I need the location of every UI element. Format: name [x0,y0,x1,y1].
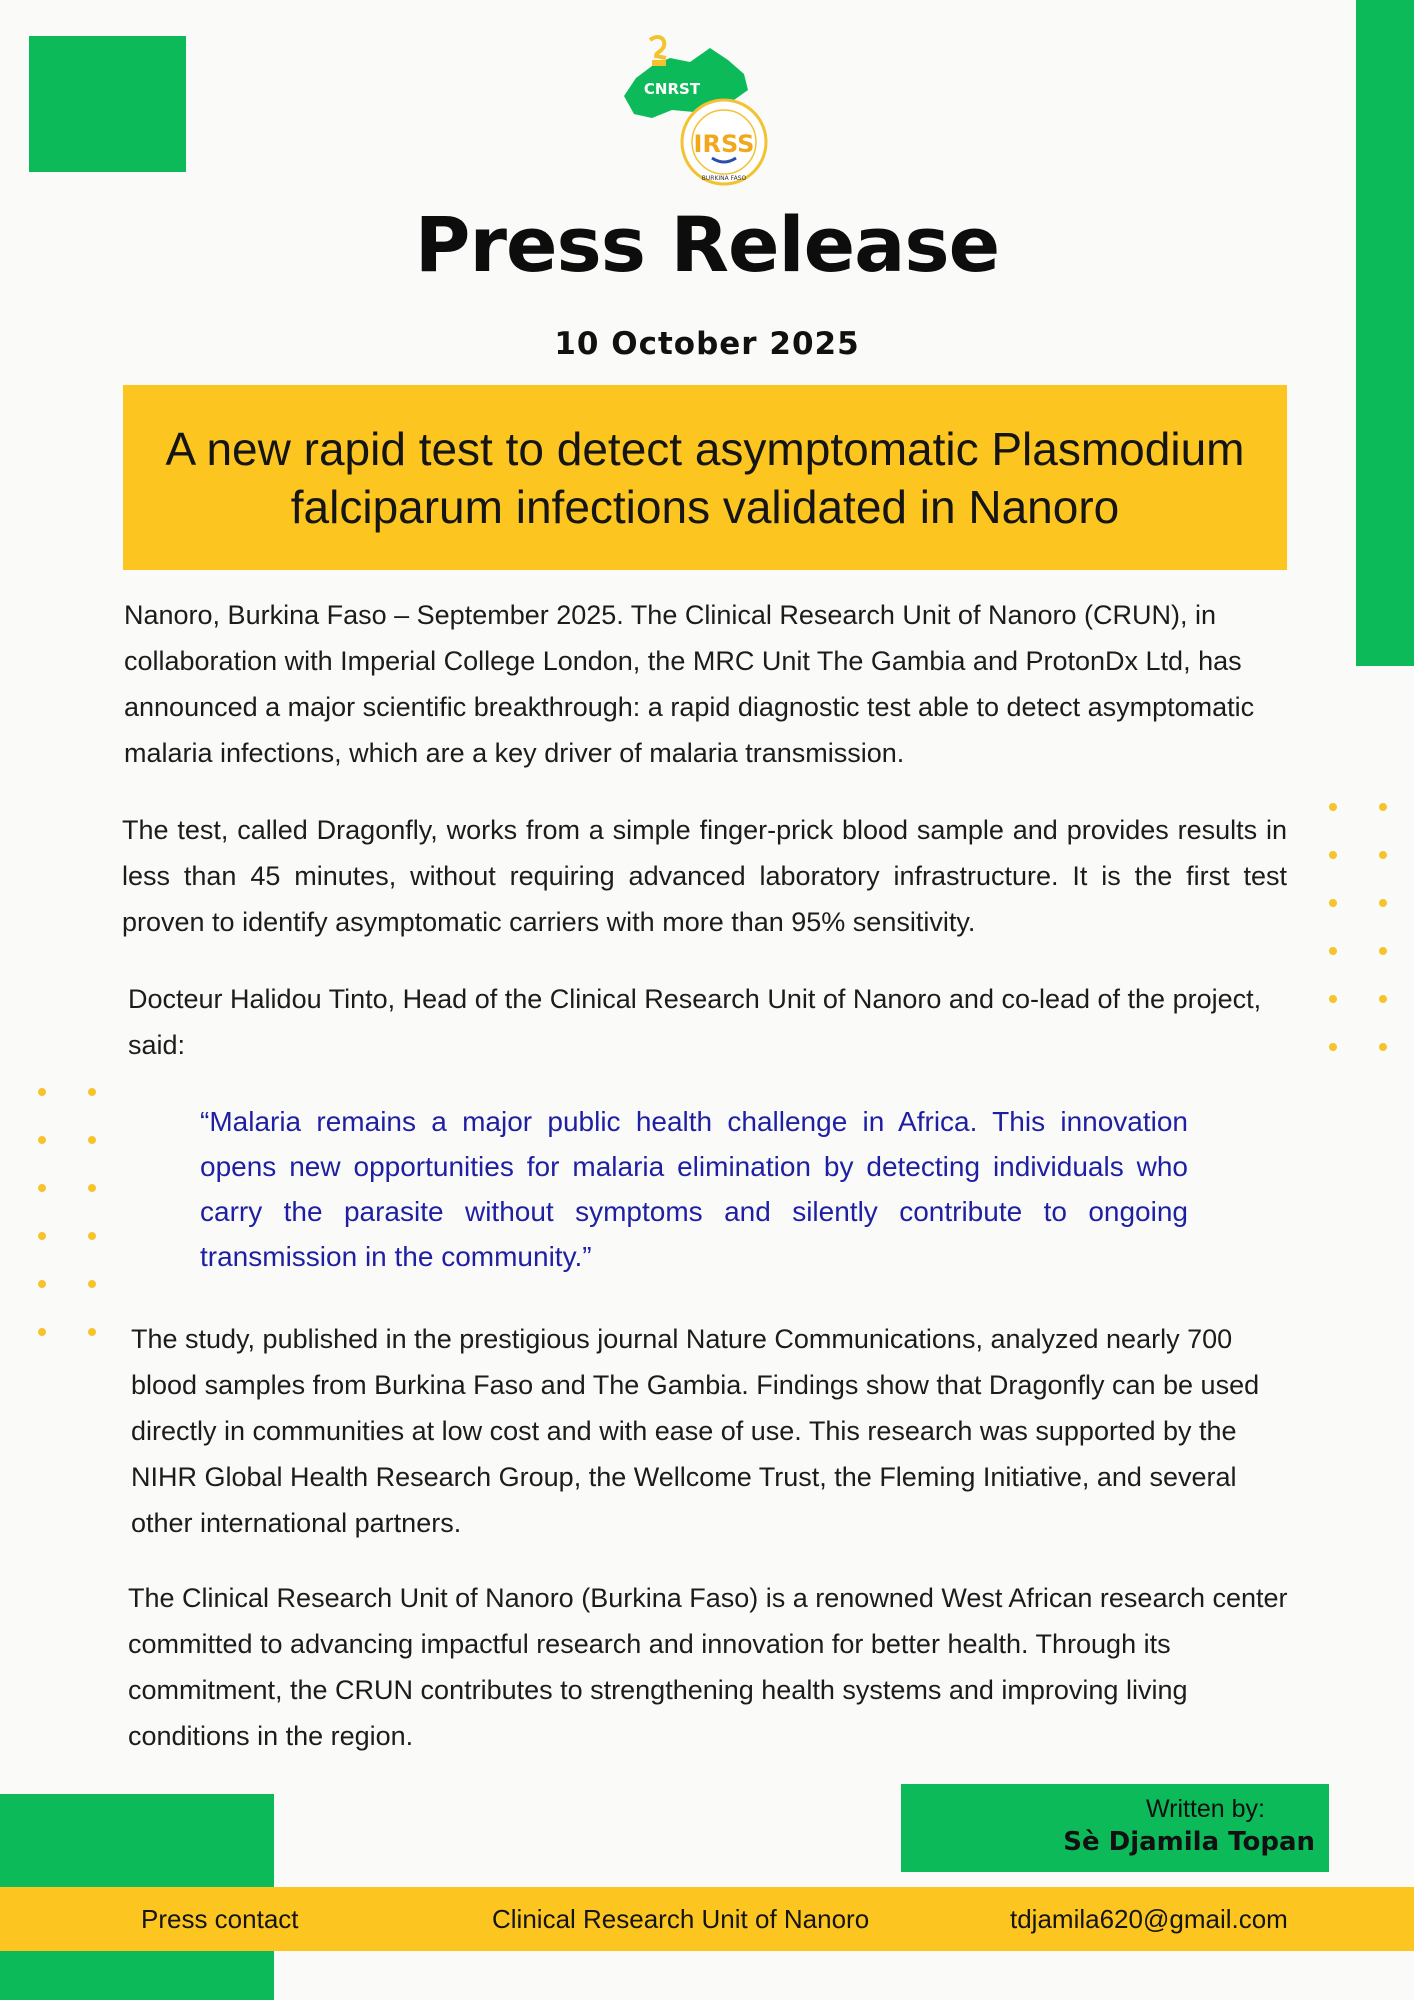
decorative-dots-right [1329,803,1387,1051]
page-title: Press Release [414,200,1000,289]
headline-banner [123,385,1287,570]
svg-text:CNRST: CNRST [643,80,701,98]
decorative-green-square [29,36,186,172]
body-paragraph-test: The test, called Dragonfly, works from a simple finger-prick blood sample and provides results in less than 45 minutes, without requiring advanced laboratory infrastructure. It is the first test proven to identify asymptomatic carriers with more than 95% sensitivity. [122,815,1287,937]
release-date: 10 October 2025 [554,326,860,362]
irss-logo [682,100,766,184]
decorative-dots-left [38,1088,96,1336]
institution-logo [612,30,772,190]
svg-text:IRSS: IRSS [693,130,755,158]
author-name: Sè Djamila Topan [1063,1827,1315,1857]
headline-text: A new rapid test to detect asymptomatic Plasmodium falciparum infections validated in Nanoro [165,422,1245,533]
svg-text:BURKINA FASO: BURKINA FASO [701,175,747,182]
quote-block: “Malaria remains a major public health challenge in Africa. This innovation opens new opportunities for malaria elimination by detecting individuals who carry the parasite without symptoms and silently contribute to ongoing transmission in the community.” [200,1106,1188,1272]
author-box [901,1784,1329,1872]
press-contact-label: Press contact [141,1904,299,1934]
contact-organization: Clinical Research Unit of Nanoro [492,1904,870,1934]
contact-email[interactable]: tdjamila620@gmail.com [1010,1904,1288,1934]
body-paragraph-speaker: Docteur Halidou Tinto, Head of the Clinical Research Unit of Nanoro and co-lead of the project, said: [128,984,1262,1060]
body-paragraph-study: The study, published in the prestigious journal Nature Communications, analyzed nearly 700 blood samples from Burkina Faso and The Gambia. Findings show that Dragonfly can be used directly in communities at low cost and with ease of use. This research was supported by the NIHR Global Health Research Group, the Wellcome Trust, the Fleming Initiative, and several other international partners. [131,1324,1260,1538]
body-paragraph-about: The Clinical Research Unit of Nanoro (Burkina Faso) is a renowned West African research center committed to advancing impactful research and innovation for better health. Through its commitment, the CRUN contributes to strengthening health systems and improving living conditions in the region. [128,1583,1288,1751]
author-label: Written by: [1145,1795,1265,1823]
body-paragraph-intro: Nanoro, Burkina Faso – September 2025. The Clinical Research Unit of Nanoro (CRUN), in collaboration with Imperial College London, the MRC Unit The Gambia and ProtonDx Ltd, has announced a major scientific breakthrough: a rapid diagnostic test able to detect asymptomatic malaria infections, which are a key driver of malaria transmission. [124,600,1255,768]
